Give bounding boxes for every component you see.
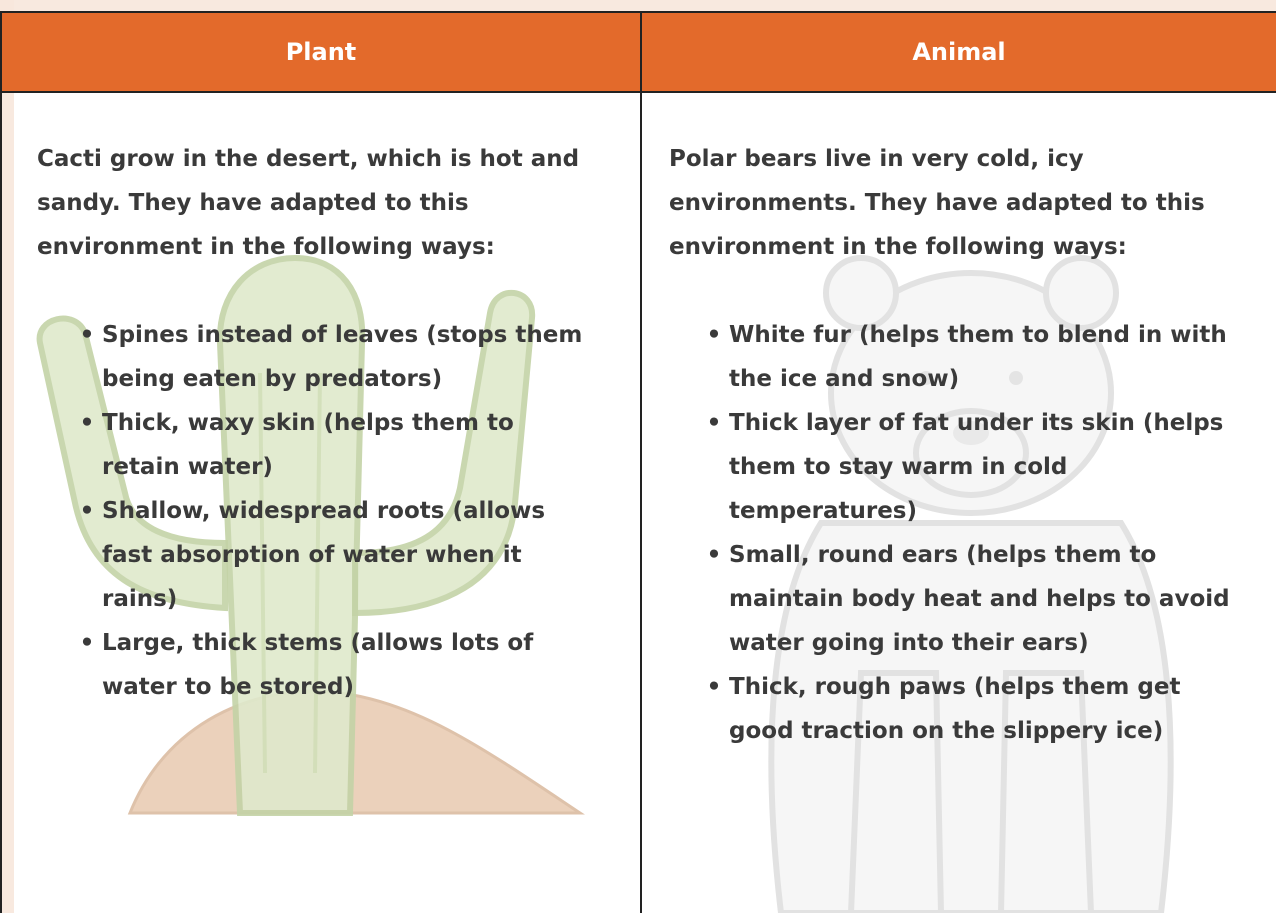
animal-text bbox=[669, 137, 1269, 753]
animal-column-header bbox=[641, 11, 1276, 93]
bullet-icon: • bbox=[79, 322, 95, 348]
bullet-icon: • bbox=[706, 674, 722, 700]
plant-cell bbox=[0, 93, 641, 913]
bullet-icon: • bbox=[79, 498, 95, 524]
list-item bbox=[703, 401, 1243, 533]
bullet-icon: • bbox=[79, 630, 95, 656]
list-item-text: Small, round ears (helps them to maintain body heat and helps to avoid water going into their ears) bbox=[729, 542, 1230, 656]
list-item-text: White fur (helps them to blend in with the ice and snow) bbox=[729, 322, 1227, 392]
list-item bbox=[76, 401, 596, 489]
animal-header-label: Animal bbox=[912, 38, 1006, 66]
plant-text bbox=[37, 137, 607, 709]
bullet-icon: • bbox=[706, 322, 722, 348]
list-item-text: Shallow, widespread roots (allows fast absorption of water when it rains) bbox=[102, 498, 546, 612]
list-item-text: Thick, waxy skin (helps them to retain water) bbox=[102, 410, 514, 480]
list-item bbox=[703, 665, 1243, 753]
plant-column-header bbox=[0, 11, 641, 93]
list-item bbox=[76, 621, 596, 709]
bullet-icon: • bbox=[706, 542, 722, 568]
animal-intro: Polar bears live in very cold, icy environments. They have adapted to this environment in the following ways: bbox=[669, 146, 1205, 260]
list-item bbox=[703, 533, 1243, 665]
plant-header-label: Plant bbox=[285, 38, 357, 66]
bullet-icon: • bbox=[79, 410, 95, 436]
list-item-text: Thick, rough paws (helps them get good traction on the slippery ice) bbox=[729, 674, 1181, 744]
animal-adaptation-list bbox=[703, 313, 1243, 753]
plant-intro: Cacti grow in the desert, which is hot and sandy. They have adapted to this environment in the following ways: bbox=[37, 146, 580, 260]
list-item-text: Spines instead of leaves (stops them being eaten by predators) bbox=[102, 322, 583, 392]
list-item-text: Thick layer of fat under its skin (helps them to stay warm in cold temperatures) bbox=[729, 410, 1224, 524]
list-item-text: Large, thick stems (allows lots of water to be stored) bbox=[102, 630, 534, 700]
list-item bbox=[703, 313, 1243, 401]
plant-adaptation-list bbox=[76, 313, 596, 709]
list-item bbox=[76, 489, 596, 621]
bullet-icon: • bbox=[706, 410, 722, 436]
animal-cell bbox=[641, 93, 1276, 913]
list-item bbox=[76, 313, 596, 401]
